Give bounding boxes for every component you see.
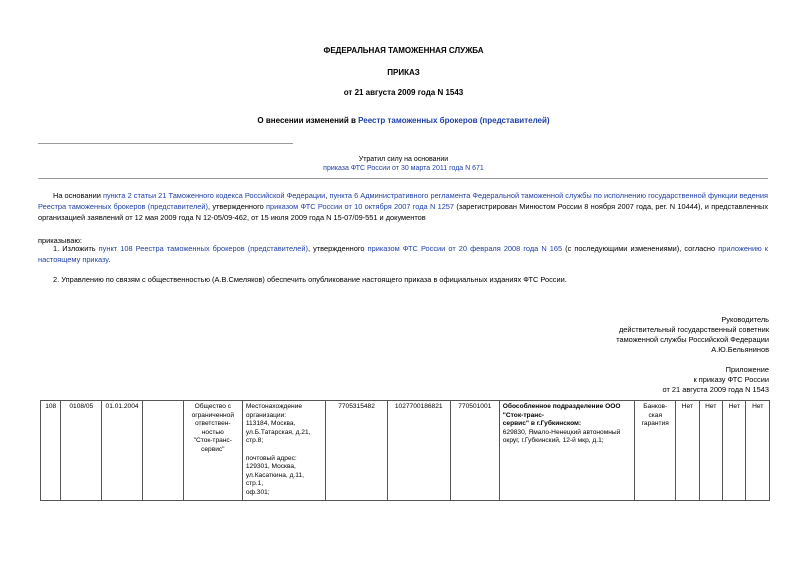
preamble-text-4: (зарегистрирован Минюстом России 8 ноября 2007 года, рег. N 10444), и представленных организацией заявлений от 12 мая 2009 года N 12-05/09-462, от 15 июля 2009 года N 15-07/09-551 и документов	[38, 202, 769, 222]
item-1-text-1: 1. Изложить	[53, 244, 99, 253]
preamble-text-3: , утвержденного	[207, 202, 267, 211]
branch-line: 629830, Ямало-Ненецкий автономный	[502, 428, 621, 436]
item-1-text-4: .	[108, 255, 111, 264]
signature-position: Руководитель	[721, 315, 769, 324]
item-1-paragraph	[38, 243, 768, 265]
signature-name: А.Ю.Бельянинов	[711, 345, 769, 354]
address-line: 129301, Москва,	[245, 463, 296, 471]
document-type: ПРИКАЗ	[387, 68, 420, 77]
cell-flag-1: Нет	[676, 401, 699, 501]
appendix-ref: к приказу ФТС России	[693, 375, 769, 384]
preamble-paragraph	[38, 190, 768, 223]
org-line: сервис"	[201, 445, 225, 453]
org-line: Общество с	[194, 403, 232, 410]
divider-status	[38, 178, 768, 179]
cell-address	[242, 401, 326, 501]
cell-flag-3: Нет	[723, 401, 746, 501]
appendix-date: от 21 августа 2009 года N 1543	[662, 385, 769, 394]
cell-kpp: 770501001	[450, 401, 499, 501]
preamble-text-1: На основании	[53, 191, 103, 200]
customs-code-link[interactable]: пункта 2 статьи 21 Таможенного кодекса Российской Федерации	[102, 191, 326, 200]
order-word: приказываю:	[38, 236, 82, 245]
branch-line: "Сток-транс-	[502, 411, 545, 419]
status-note: Утратил силу на основании	[358, 156, 449, 163]
branch-line: округ, г.Губкинский, 12-й мкр, д.1;	[502, 437, 604, 445]
appendix-block	[663, 365, 769, 395]
cell-number: 108	[41, 401, 61, 501]
cell-inn: 7705315482	[326, 401, 387, 501]
cell-flag-4: Нет	[746, 401, 770, 501]
branch-line: Обособленное подразделение ООО	[502, 403, 621, 410]
appendix-link[interactable]: приложению к настоящему приказу	[38, 244, 768, 264]
item-1-text-3: (с последующими изменениями), согласно	[562, 244, 719, 253]
appendix-title: Приложение	[725, 365, 769, 374]
registry-item-108-link[interactable]: пункт 108 Реестра таможенных брокеров (представителей)	[98, 244, 308, 253]
signature-service: таможенной службы Российской Федерации	[616, 335, 769, 344]
address-line: почтовый адрес:	[245, 454, 297, 462]
order-165-link[interactable]: приказом ФТС России от 20 февраля 2008 года N 165	[367, 244, 563, 253]
cell-organization	[183, 401, 242, 501]
address-line: ул.Касаткина, д.11, стр.1,	[245, 471, 304, 488]
regulation-link[interactable]: пункта 6 Административного регламента Федеральной таможенной службы по исполнению государственной функции ведения Реестра таможенных брокеров (представителей)	[38, 191, 768, 211]
guarantee-line: гарантия	[641, 420, 669, 428]
cell-empty	[142, 401, 183, 501]
table-row	[41, 401, 770, 501]
branch-line: сервис" в г.Губкинском:	[502, 420, 582, 428]
address-line: оф.301;	[245, 488, 270, 496]
cell-ogrn: 1027700186821	[387, 401, 450, 501]
document-date: от 21 августа 2009 года N 1543	[343, 88, 464, 97]
cell-guarantee	[635, 401, 676, 501]
order-1257-link[interactable]: приказом ФТС России от 10 октября 2007 года N 1257	[266, 202, 455, 211]
item-1-text-2: , утвержденного	[307, 244, 368, 253]
address-line: организации:	[245, 411, 287, 419]
address-line: стр.8;	[245, 437, 264, 445]
cell-branch	[499, 401, 635, 501]
org-line: "Сток-транс-	[193, 437, 232, 445]
guarantee-line: Банков-	[643, 403, 668, 410]
org-line: ответствен-	[194, 420, 231, 428]
org-line: ограниченной	[191, 411, 235, 419]
registry-link[interactable]: Реестр таможенных брокеров (представителей)	[358, 116, 550, 125]
signature-rank: действительный государственный советник	[618, 325, 769, 334]
guarantee-line: ская	[648, 411, 663, 419]
cell-flag-2: Нет	[699, 401, 722, 501]
item-2-paragraph: 2. Управлению по связям с общественностью (А.В.Смеляков) обеспечить опубликование настоящего приказа в официальных изданиях ФТС России.	[53, 275, 567, 284]
cell-reg-number: 0108/05	[61, 401, 102, 501]
status-link[interactable]: приказа ФТС России от 30 марта 2011 года N 671	[323, 165, 484, 172]
divider-top	[38, 143, 293, 144]
agency-title: ФЕДЕРАЛЬНАЯ ТАМОЖЕННАЯ СЛУЖБА	[323, 46, 484, 55]
cell-date: 01.01.2004	[102, 401, 143, 501]
registry-table	[40, 400, 770, 501]
document-subject	[0, 116, 807, 125]
subject-prefix: О внесении изменений в	[257, 116, 359, 125]
address-line: Местонахождение	[245, 403, 303, 410]
org-line: ностью	[201, 428, 224, 436]
address-line: ул.Б.Татарская, д.21,	[245, 428, 311, 436]
signature-block	[616, 315, 769, 355]
address-line: 113184, Москва,	[245, 420, 296, 428]
address-gap	[246, 446, 323, 455]
preamble-text-2: ,	[325, 191, 330, 200]
